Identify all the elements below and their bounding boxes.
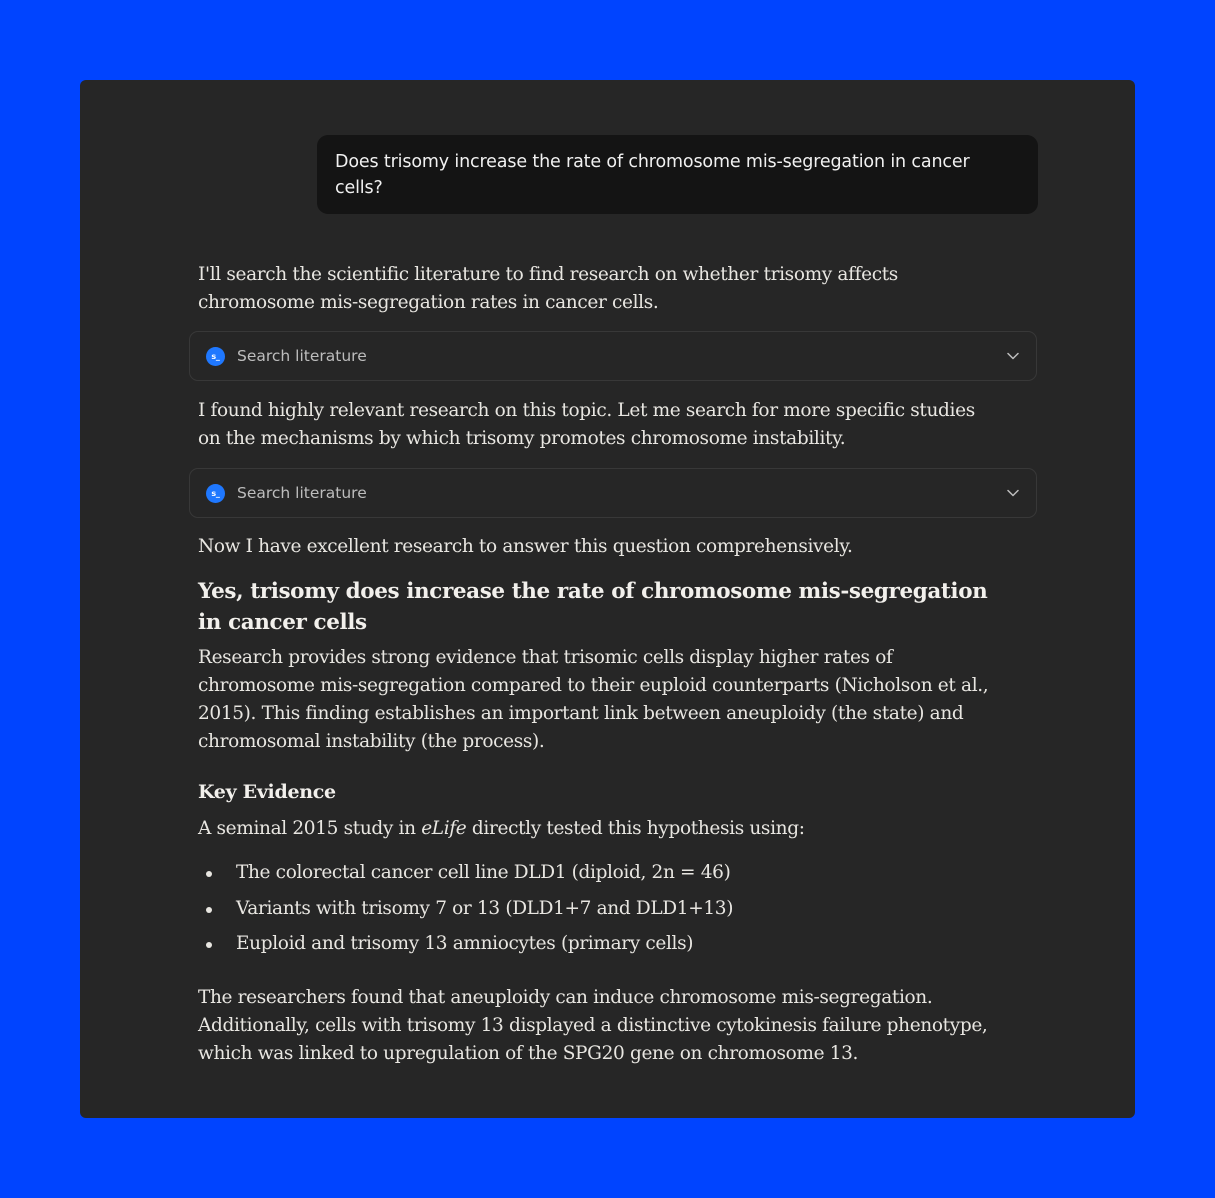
key-evidence-heading: Key Evidence <box>198 781 336 803</box>
answer-heading: Yes, trisomy does increase the rate of chromosome mis-segregation in cancer cells <box>198 579 988 635</box>
journal-name: eLife <box>421 818 467 839</box>
bullet-icon <box>206 907 212 913</box>
chevron-down-icon[interactable] <box>1006 349 1020 363</box>
assistant-response <box>198 261 998 1068</box>
tool-call-label: Search literature <box>237 484 367 502</box>
list-item: The colorectal cancer cell line DLD1 (diploid, 2n = 46) <box>198 859 998 895</box>
scite-logo-icon: s_ <box>206 484 225 503</box>
list-item: Variants with trisomy 7 or 13 (DLD1+7 and DLD1+13) <box>198 895 998 931</box>
chevron-down-icon[interactable] <box>1006 486 1020 500</box>
findings-paragraph: The researchers found that aneuploidy can induce chromosome mis-segregation. Additionally, cells with trisomy 13 displayed a distinctive cytokinesis failure phenotype, which was linked to upregulation of the SPG20 gene on chromosome 13. <box>198 986 988 1064</box>
list-item: Euploid and trisomy 13 amniocytes (primary cells) <box>198 930 998 966</box>
user-message: Does trisomy increase the rate of chromosome mis-segregation in cancer cells? <box>317 135 1038 214</box>
response-followup: I found highly relevant research on this topic. Let me search for more specific studies on the mechanisms by which trisomy promotes chromosome instability. <box>198 400 975 449</box>
search-literature-tool-call-2[interactable] <box>189 468 1037 518</box>
response-intro: I'll search the scientific literature to find research on whether trisomy affects chromosome mis-segregation rates in cancer cells. <box>198 264 898 313</box>
bullet-icon <box>206 871 212 877</box>
search-literature-tool-call-1[interactable] <box>189 331 1037 381</box>
bullet-icon <box>206 942 212 948</box>
study-intro: A seminal 2015 study in eLife directly tested this hypothesis using: <box>198 818 805 839</box>
chat-window <box>80 80 1135 1118</box>
tool-call-label: Search literature <box>237 347 367 365</box>
answer-body: Research provides strong evidence that trisomic cells display higher rates of chromosome mis-segregation compared to their euploid counterparts (Nicholson et al., 2015). This finding establishes an important link between aneuploidy (the state) and chromosomal instability (the process). <box>198 647 989 752</box>
response-transition: Now I have excellent research to answer this question comprehensively. <box>198 536 853 557</box>
scite-logo-icon: s_ <box>206 347 225 366</box>
evidence-list <box>198 859 998 966</box>
